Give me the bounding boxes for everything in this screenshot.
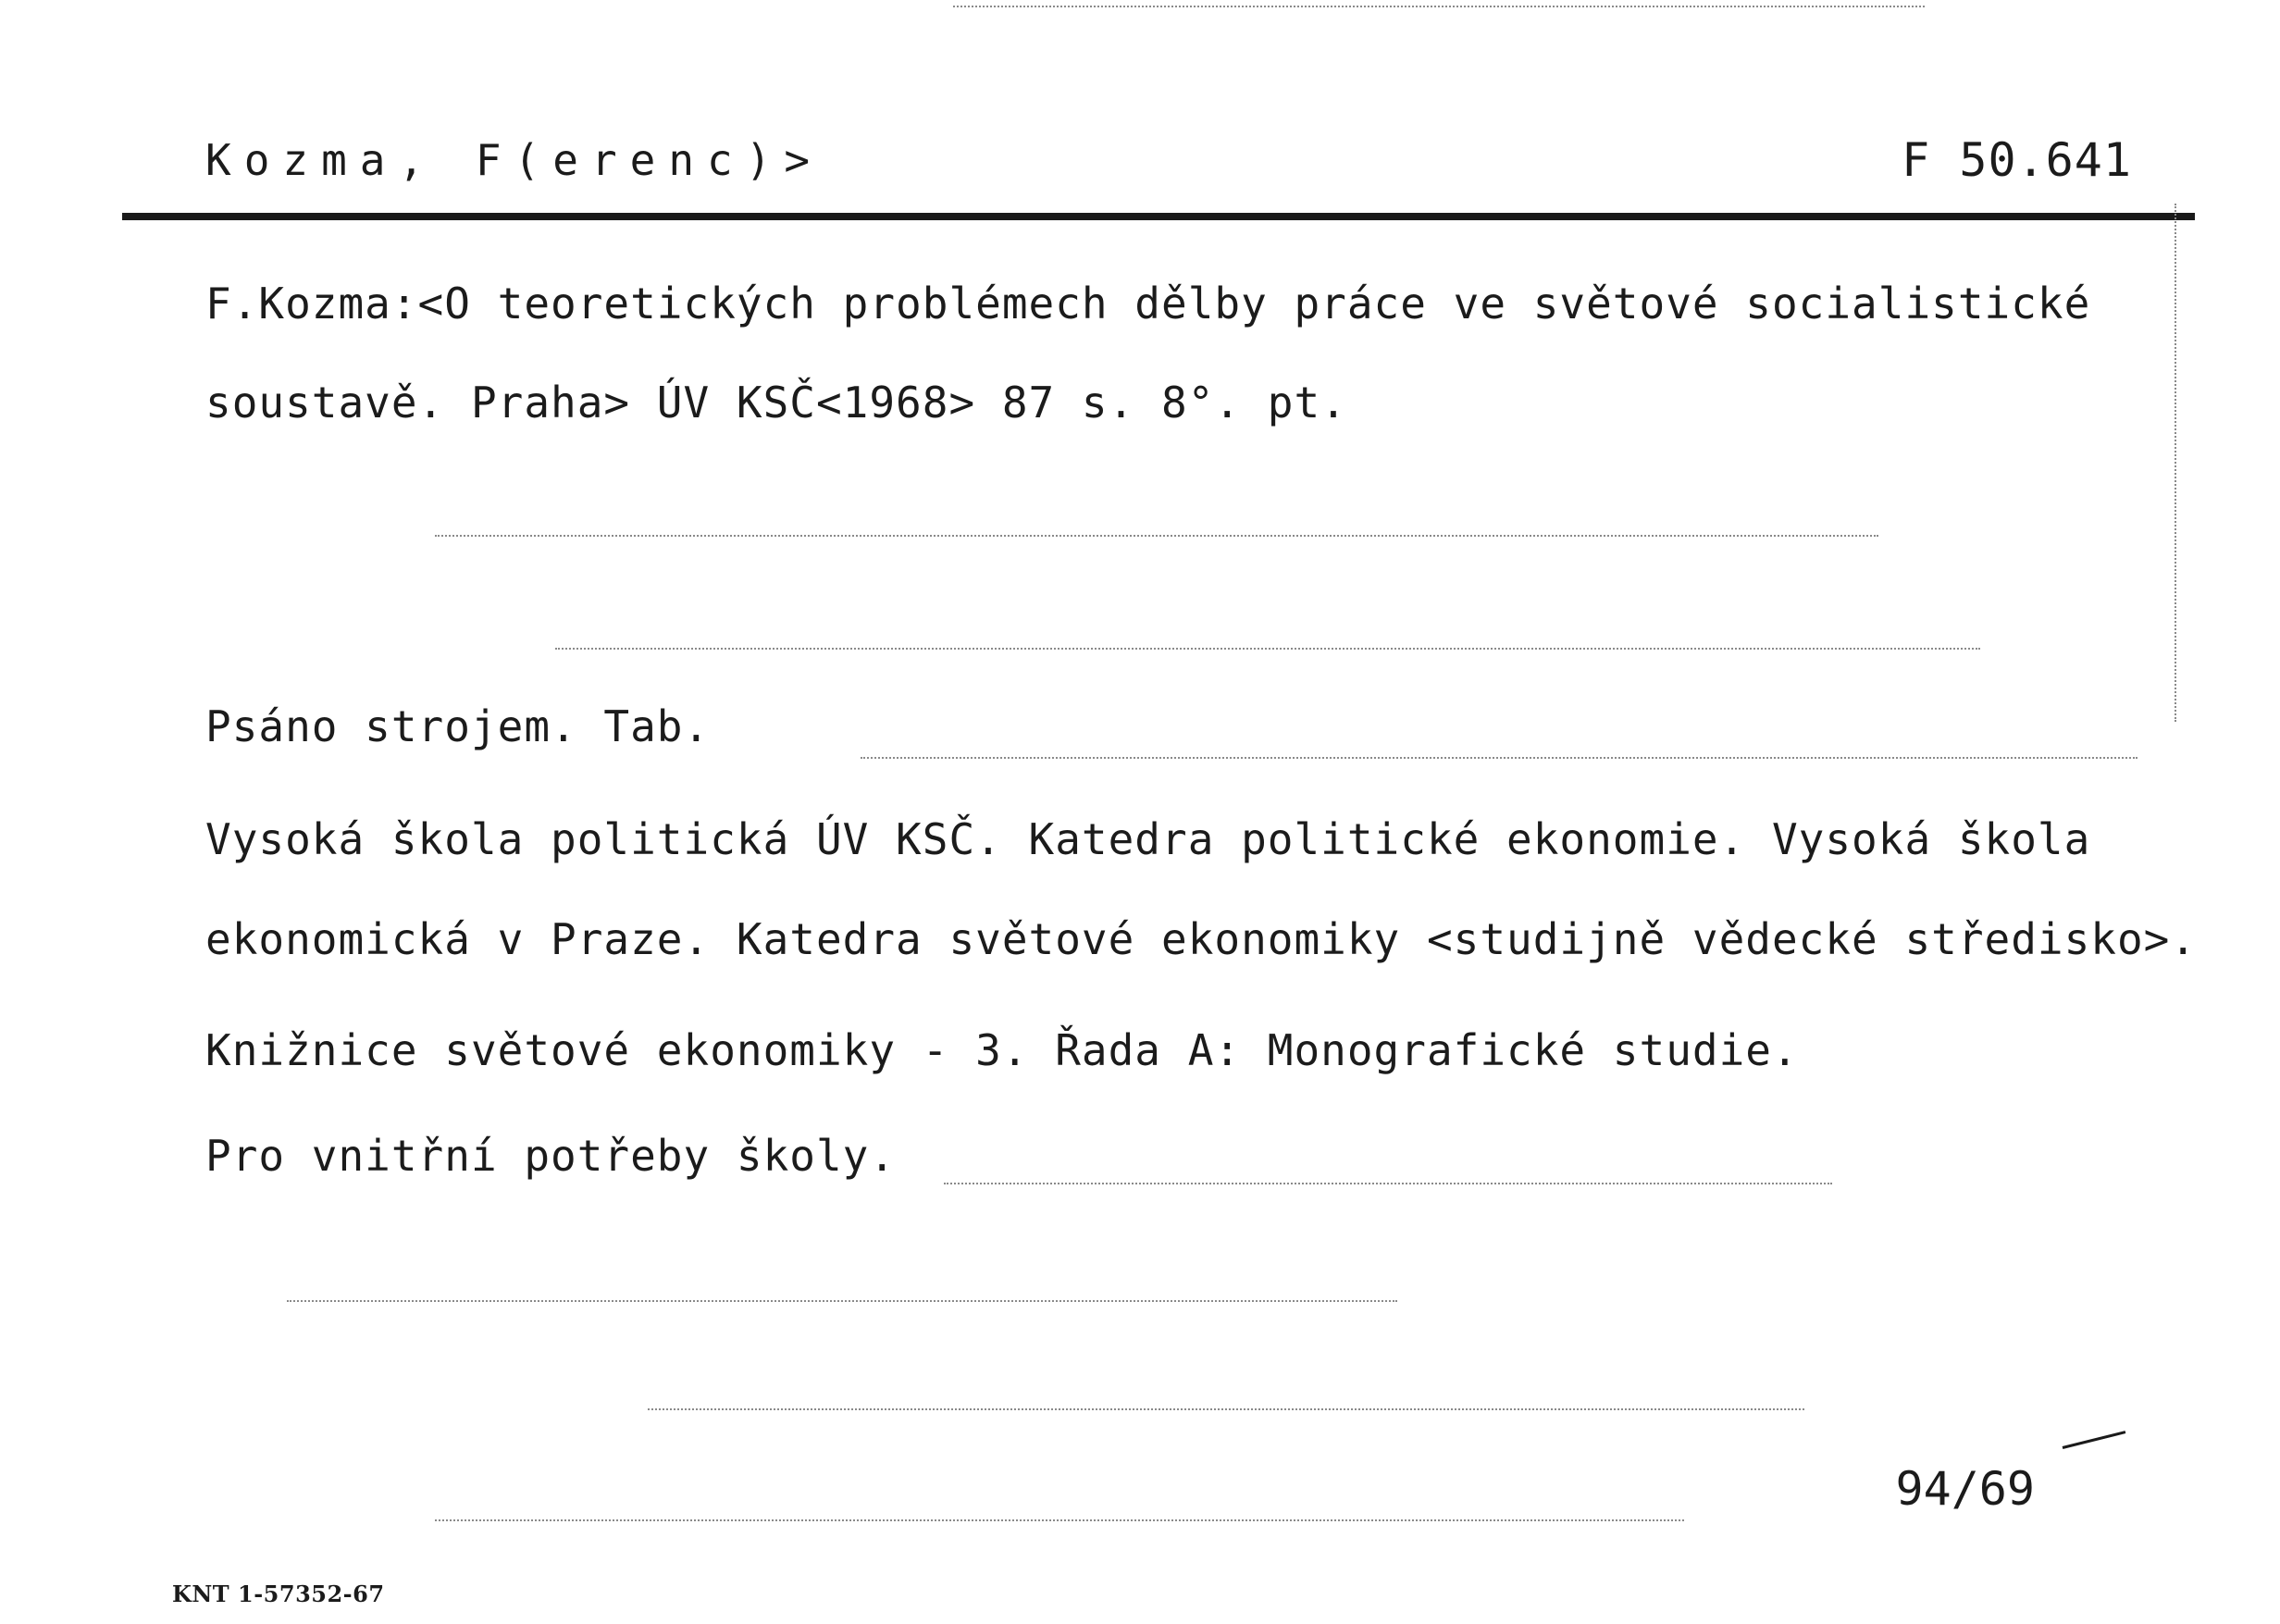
handwritten-stroke (2063, 1431, 2126, 1449)
guide-line (953, 6, 1925, 7)
guide-line (861, 757, 2138, 759)
guide-line (648, 1408, 1804, 1410)
guide-line (435, 535, 1878, 537)
heading-rule (122, 213, 2195, 220)
title-line-1: F.Kozma:<O teoretických problémech dělby práce ve světové socialistické (205, 279, 2091, 329)
guide-line (287, 1300, 1397, 1302)
author-heading: Kozma, F(erenc)> (205, 135, 824, 185)
shelfmark: F 50.641 (1902, 133, 2132, 187)
note-institution-1: Vysoká škola politická ÚV KSČ. Katedra politické ekonomie. Vysoká škola (205, 814, 2091, 864)
guide-line (2175, 204, 2176, 722)
guide-line (435, 1519, 1684, 1521)
note-internal-use: Pro vnitřní potřeby školy. (205, 1131, 897, 1181)
guide-line (555, 648, 1980, 650)
guide-line (944, 1183, 1832, 1184)
accession-number: 94/69 (1895, 1462, 2035, 1516)
note-typescript: Psáno strojem. Tab. (205, 701, 711, 751)
title-line-2: soustavě. Praha> ÚV KSČ<1968> 87 s. 8°. pt. (205, 378, 1347, 428)
note-institution-2: ekonomická v Praze. Katedra světové ekonomiky <studijně vědecké středisko>. (205, 914, 2198, 964)
printer-code: KNT 1-57352-67 (172, 1581, 385, 1607)
note-series: Knižnice světové ekonomiky - 3. Řada A: Monografické studie. (205, 1025, 1799, 1075)
